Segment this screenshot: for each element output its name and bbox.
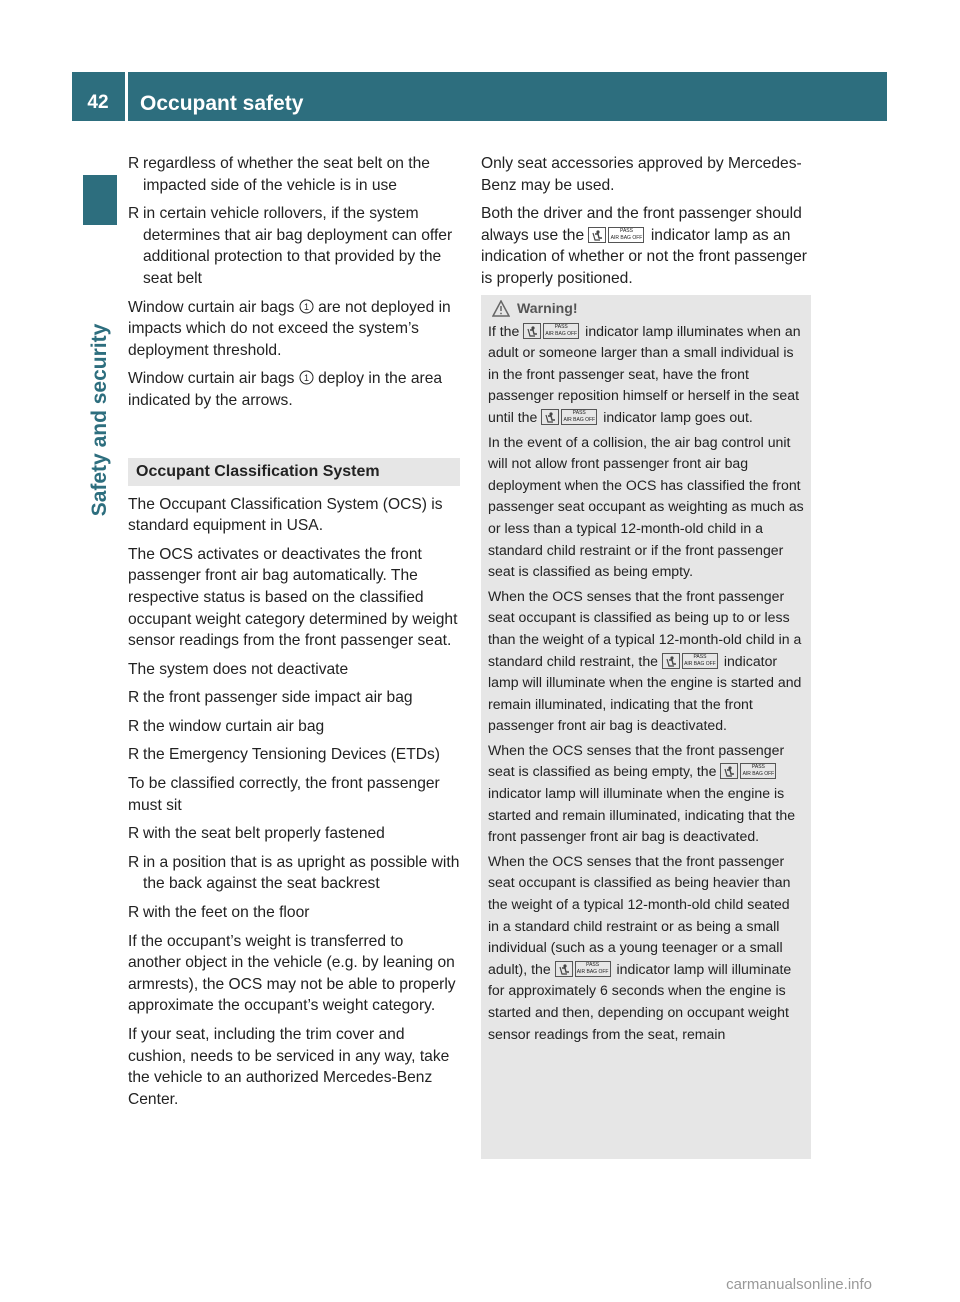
- callout-1-icon: [299, 299, 314, 314]
- indicator-pass-text: PASS: [586, 961, 600, 968]
- left-column: [128, 153, 460, 1117]
- indicator-airbag-off-text: AIR BAG OFF: [684, 660, 716, 667]
- bullet-text: the Emergency Tensioning Devices (ETDs): [143, 746, 440, 764]
- bullet-item: [128, 902, 460, 924]
- warning-paragraph: [488, 586, 804, 737]
- bullet-marker: R: [128, 825, 140, 843]
- warning-title-text: Warning!: [517, 300, 578, 316]
- callout-1-icon: [299, 370, 314, 385]
- bullet-text: the window curtain air bag: [143, 717, 325, 735]
- pass-airbag-off-icon: [682, 653, 718, 669]
- paragraph: [128, 368, 460, 411]
- paragraph: To be classified correctly, the front passenger must sit: [128, 775, 440, 814]
- paragraph: If the occupant’s weight is transferred to another object in the vehicle (e.g. by leaning on armrests), the OCS may not be able to properly approximate the occupant’s weight category.: [128, 932, 456, 1015]
- indicator-airbag-off-text: AIR BAG OFF: [610, 234, 643, 241]
- side-label-text: Safety and security: [88, 323, 111, 517]
- footer-watermark[interactable]: carmanualsonline.info: [726, 1276, 872, 1293]
- indicator-pass-text: PASS: [620, 227, 633, 234]
- page-number: 42: [87, 92, 109, 113]
- paragraph-text: When the OCS senses that the front passenger seat is classified as being empty, the: [488, 741, 785, 780]
- bullet-text: in a position that is as upright as possible with the back against the seat backrest: [143, 853, 460, 893]
- bullet-text: the front passenger side impact air bag: [143, 689, 413, 707]
- bullet-item: [128, 852, 460, 895]
- paragraph: The OCS activates or deactivates the front passenger front air bag automatically. The respective status is based on the classified occupant weight category determined by weight sensor readings from the front passenger seat.: [128, 545, 458, 650]
- paragraph: [481, 203, 811, 289]
- warning-paragraph: [488, 851, 804, 1045]
- bullet-item: [128, 823, 460, 845]
- ocs-heading: Occupant Classification System: [128, 458, 460, 486]
- bullet-text: in certain vehicle rollovers, if the system determines that air bag deployment can offer additional protection to that provided by the seat belt: [143, 205, 453, 287]
- warning-title: [488, 298, 804, 320]
- callout-number: 1: [303, 301, 309, 312]
- warning-paragraph: [488, 321, 804, 429]
- bullet-item: [128, 744, 460, 766]
- indicator-pass-text: PASS: [554, 323, 568, 330]
- bullet-marker: R: [128, 205, 140, 223]
- airbag-off-indicator-icon: [662, 653, 720, 669]
- bullet-marker: R: [128, 853, 140, 871]
- airbag-off-indicator-icon: [541, 409, 599, 425]
- bullet-marker: R: [128, 904, 140, 922]
- paragraph-text: are not deployed in impacts which do not exceed the system’s deployment threshold.: [128, 298, 451, 359]
- warning-paragraph: [488, 740, 804, 848]
- paragraph-text: Window curtain air bags: [128, 298, 299, 316]
- seat-occupant-icon: [720, 763, 738, 779]
- indicator-airbag-off-text: AIR BAG OFF: [576, 968, 609, 975]
- pass-airbag-off-icon: [561, 409, 597, 425]
- bullet-item: [128, 153, 460, 196]
- paragraph-text: indicator lamp illuminates when an adult or someone larger than a small individual is in the front passenger seat, have the front passenger reposition himself or herself in the seat until the: [488, 322, 801, 425]
- callout-number: 1: [303, 373, 309, 384]
- indicator-pass-text: PASS: [572, 409, 586, 416]
- airbag-off-indicator-icon: [720, 763, 778, 779]
- paragraph-text: Both the driver and the front passenger should always use the: [481, 205, 802, 244]
- paragraph-text: deploy in the area indicated by the arrows.: [128, 370, 443, 409]
- bullet-item: [128, 203, 460, 289]
- seat-occupant-icon: [555, 961, 573, 977]
- paragraph-text: indicator lamp as an indication of whether or not the front passenger is properly positioned.: [481, 226, 807, 287]
- bullet-item: [128, 716, 460, 738]
- bullet-text: with the feet on the floor: [143, 904, 310, 922]
- indicator-pass-text: PASS: [693, 653, 707, 660]
- paragraph-text: indicator lamp will illuminate when the engine is started and remain illuminated, indicating that the front passenger front air bag is deactivated.: [488, 652, 802, 734]
- pass-airbag-off-icon: [575, 961, 611, 977]
- warning-triangle-icon: [492, 300, 510, 317]
- indicator-airbag-off-text: AIR BAG OFF: [563, 416, 596, 423]
- pass-airbag-off-icon: [740, 763, 776, 779]
- paragraph-text: When the OCS senses that the front passenger seat occupant is classified as being heavier than the weight of a typical 12-month-old child seated in a standard child restraint or as being a small individual (such as a young teenager or a small adult), the: [488, 852, 791, 977]
- paragraph: [128, 297, 460, 362]
- paragraph: Only seat accessories approved by Mercedes-Benz may be used.: [481, 155, 802, 194]
- paragraph-text: If the: [488, 322, 524, 339]
- paragraph-text: indicator lamp will illuminate when the engine is started and remain illuminated, indicating that the front passenger front air bag is deactivated.: [488, 785, 796, 845]
- seat-occupant-icon: [662, 653, 680, 669]
- indicator-airbag-off-text: AIR BAG OFF: [742, 771, 775, 778]
- airbag-off-indicator-icon: [555, 961, 613, 977]
- bullet-text: regardless of whether the seat belt on the impacted side of the vehicle is in use: [143, 155, 430, 194]
- section-title: Occupant safety: [140, 92, 304, 115]
- paragraph-text: indicator lamp goes out.: [599, 408, 753, 425]
- seat-occupant-icon: [523, 323, 541, 339]
- airbag-off-indicator-icon: [523, 323, 581, 339]
- bullet-item: [128, 687, 460, 709]
- paragraph-text: Window curtain air bags: [128, 370, 299, 388]
- bullet-marker: R: [128, 689, 140, 707]
- bullet-marker: R: [128, 746, 140, 764]
- indicator-airbag-off-text: AIR BAG OFF: [545, 330, 578, 337]
- pass-airbag-off-icon: [543, 323, 579, 339]
- paragraph-text: When the OCS senses that the front passenger seat occupant is classified as being up to or less than the weight of a typical 12-month-old child in a standard child restraint, the: [488, 587, 802, 669]
- warning-paragraph: In the event of a collision, the air bag control unit will not allow front passenger front air bag deployment when the OCS has classified the front passenger seat occupant as weighting as much as or less than a typical 12-month-old child in a standard child restraint or if the front passenger seat is classified as being empty.: [488, 433, 804, 580]
- bullet-text: with the seat belt properly fastened: [143, 825, 385, 843]
- seat-occupant-icon: [588, 227, 606, 243]
- right-column: [481, 153, 811, 297]
- bullet-marker: R: [128, 717, 140, 735]
- indicator-pass-text: PASS: [751, 764, 765, 771]
- airbag-off-indicator-icon: [588, 227, 646, 243]
- warning-box: [481, 295, 811, 1159]
- paragraph-text: indicator lamp will illuminate for approximately 6 seconds when the engine is started and then, depending on occupant weight sensor readings from the seat, remain: [488, 960, 792, 1042]
- paragraph: The system does not deactivate: [128, 660, 349, 678]
- paragraph: The Occupant Classification System (OCS) is standard equipment in USA.: [128, 495, 443, 535]
- seat-occupant-icon: [541, 409, 559, 425]
- side-tab-marker: [83, 175, 117, 225]
- pass-airbag-off-icon: [608, 227, 644, 243]
- bullet-marker: R: [128, 155, 140, 172]
- header-divider: [125, 72, 128, 121]
- paragraph: If your seat, including the trim cover and cushion, needs to be serviced in any way, take the vehicle to an authorized Mercedes-Benz Center.: [128, 1026, 450, 1108]
